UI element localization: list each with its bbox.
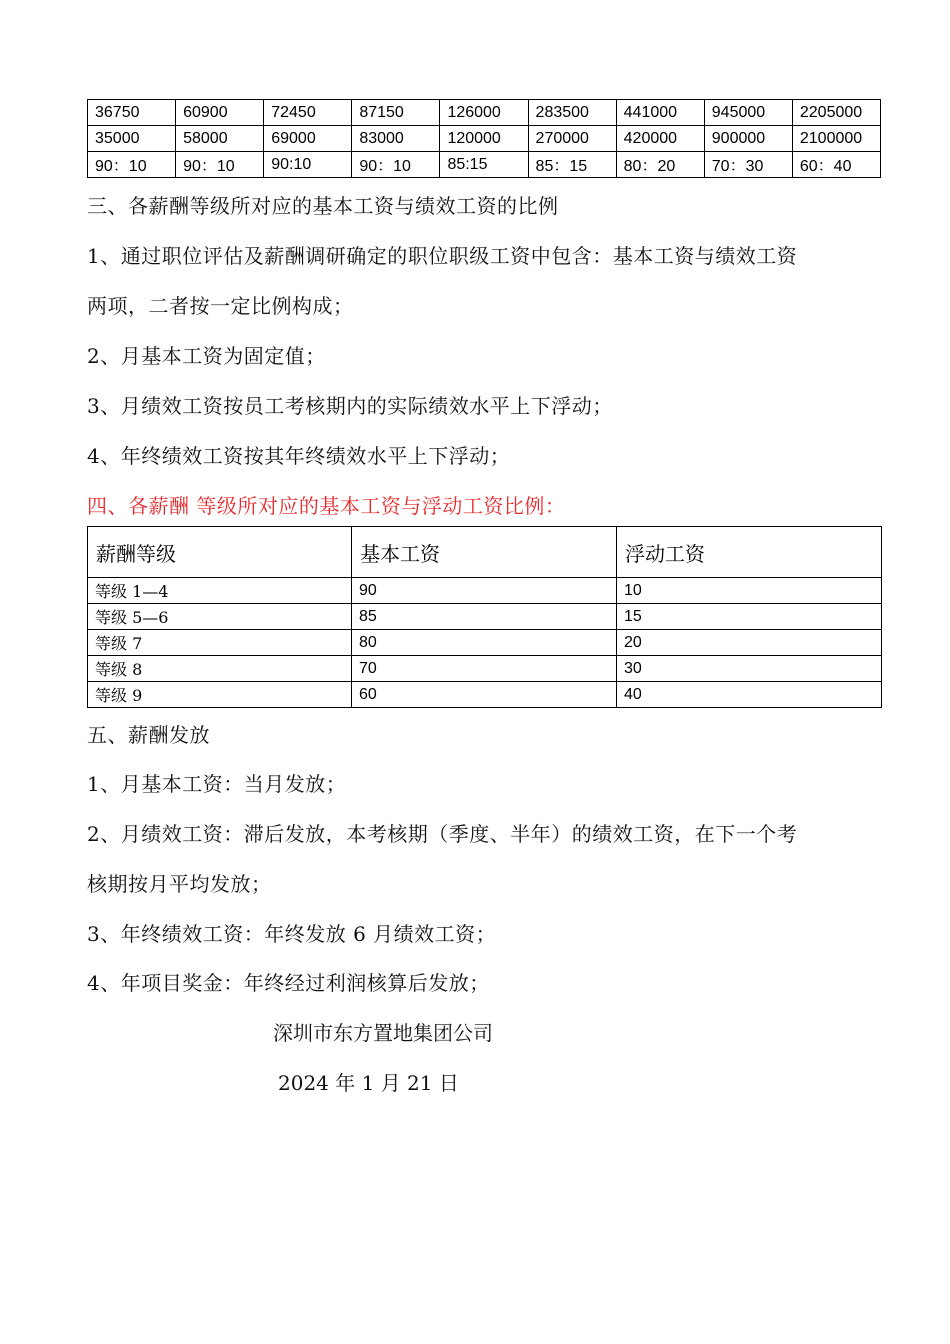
table-cell: 85：15 [528,152,616,178]
company-name: 深圳市东方置地集团公司 [273,1021,493,1045]
table-cell: 945000 [704,100,792,126]
paragraph-line: 4、年项目奖金：年终经过利润核算后发放； [87,971,490,995]
floating-pay-cell: 10 [617,578,882,604]
grade-ratio-table [87,526,882,708]
table-row [88,656,882,682]
section-heading: 三、各薪酬等级所对应的基本工资与绩效工资的比例 [87,194,559,218]
grade-cell: 等级 9 [88,682,352,708]
table-row [88,630,882,656]
table-cell: 35000 [88,126,176,152]
table-cell: 270000 [528,126,616,152]
table-header-row [88,527,882,578]
table-row [88,682,882,708]
table-cell: 70：30 [704,152,792,178]
paragraph-line: 3、年终绩效工资：年终发放 6 月绩效工资； [87,922,497,946]
grade-cell: 等级 8 [88,656,352,682]
table-cell: 90:10 [264,152,352,178]
table-cell: 90：10 [88,152,176,178]
paragraph-line: 3、月绩效工资按员工考核期内的实际绩效水平上下浮动； [87,394,613,418]
table-row [88,100,881,126]
table-cell: 36750 [88,100,176,126]
table-cell: 85:15 [440,152,528,178]
paragraph-line: 核期按月平均发放； [87,872,272,896]
section-heading-red: 四、各薪酬 等级所对应的基本工资与浮动工资比例： [87,494,566,518]
column-header: 浮动工资 [617,527,882,578]
base-pay-cell: 70 [352,656,617,682]
table-row [88,152,881,178]
table-cell: 83000 [352,126,440,152]
table-cell: 69000 [264,126,352,152]
table-cell: 2205000 [792,100,880,126]
base-pay-cell: 60 [352,682,617,708]
table-cell: 60900 [176,100,264,126]
table-cell: 420000 [616,126,704,152]
table-cell: 58000 [176,126,264,152]
floating-pay-cell: 30 [617,656,882,682]
column-header: 基本工资 [352,527,617,578]
table-cell: 441000 [616,100,704,126]
grade-cell: 等级 7 [88,630,352,656]
paragraph-line: 两项，二者按一定比例构成； [87,294,354,318]
table-cell: 90：10 [176,152,264,178]
table-cell: 60：40 [792,152,880,178]
grade-cell: 等级 1—4 [88,578,352,604]
column-header: 薪酬等级 [88,527,352,578]
table-cell: 90：10 [352,152,440,178]
grade-cell: 等级 5—6 [88,604,352,630]
base-pay-cell: 80 [352,630,617,656]
table-row [88,126,881,152]
table-cell: 2100000 [792,126,880,152]
table-cell: 126000 [440,100,528,126]
floating-pay-cell: 20 [617,630,882,656]
table-cell: 80：20 [616,152,704,178]
table-cell: 283500 [528,100,616,126]
document-date: 2024 年 1 月 21 日 [278,1071,459,1095]
paragraph-line: 1、月基本工资：当月发放； [87,772,347,796]
table-cell: 72450 [264,100,352,126]
table-row [88,578,882,604]
section-heading: 五、薪酬发放 [87,723,210,747]
base-pay-cell: 85 [352,604,617,630]
paragraph-line: 2、月绩效工资：滞后发放，本考核期（季度、半年）的绩效工资，在下一个考 [87,822,798,846]
table-cell: 87150 [352,100,440,126]
salary-table [87,99,881,178]
base-pay-cell: 90 [352,578,617,604]
table-row [88,604,882,630]
table-cell: 120000 [440,126,528,152]
paragraph-line: 2、月基本工资为固定值； [87,344,326,368]
paragraph-line: 4、年终绩效工资按其年终绩效水平上下浮动； [87,444,511,468]
table-cell: 900000 [704,126,792,152]
paragraph-line: 1、通过职位评估及薪酬调研确定的职位职级工资中包含：基本工资与绩效工资 [87,244,798,268]
floating-pay-cell: 40 [617,682,882,708]
floating-pay-cell: 15 [617,604,882,630]
